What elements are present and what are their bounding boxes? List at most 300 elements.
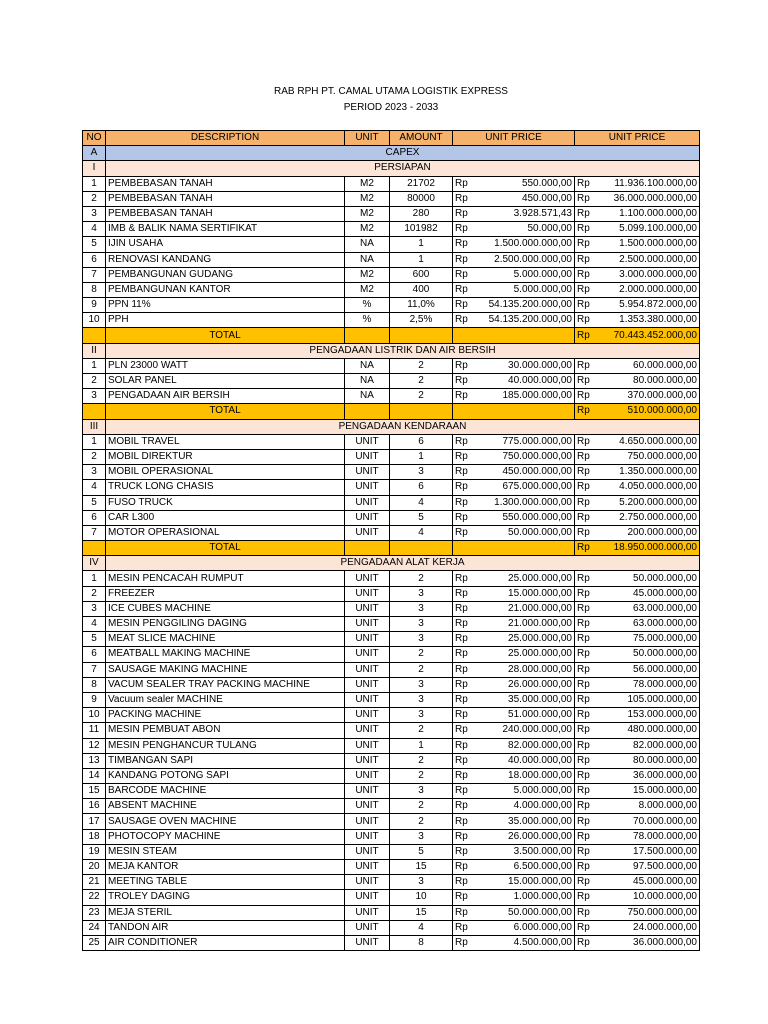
table-row — [83, 222, 700, 237]
total-currency: Rp — [575, 586, 599, 601]
unit-cell: UNIT — [345, 875, 390, 890]
unit-price-cell: 35.000.000,00 — [479, 692, 575, 707]
row-number: A — [83, 146, 106, 161]
table-row — [83, 875, 700, 890]
row-number: 25 — [83, 935, 106, 950]
item-description: TROLEY DAGING — [106, 890, 345, 905]
total-price-cell: 4.050.000.000,00 — [599, 480, 700, 495]
unit-price-cell: 1.000.000,00 — [479, 890, 575, 905]
section-row — [83, 556, 700, 571]
unit-cell: NA — [345, 374, 390, 389]
item-description: PACKING MACHINE — [106, 708, 345, 723]
item-description: ABSENT MACHINE — [106, 799, 345, 814]
unit-cell: UNIT — [345, 434, 390, 449]
total-price-cell: 200.000.000,00 — [599, 525, 700, 540]
unit-cell: UNIT — [345, 586, 390, 601]
unit-cell: M2 — [345, 176, 390, 191]
unit-price-cell: 3.500.000,00 — [479, 844, 575, 859]
unit-cell: UNIT — [345, 449, 390, 464]
col-header-no: NO — [83, 131, 106, 146]
total-price-cell: 3.000.000.000,00 — [599, 267, 700, 282]
total-currency: Rp — [575, 935, 599, 950]
price-currency: Rp — [453, 692, 479, 707]
item-description: TRUCK LONG CHASIS — [106, 480, 345, 495]
section-row — [83, 161, 700, 176]
unit-cell — [345, 541, 390, 556]
col-header-amount: AMOUNT — [390, 131, 453, 146]
total-price-cell: 1.100.000.000,00 — [599, 206, 700, 221]
table-header-row — [83, 131, 700, 146]
amount-cell: 3 — [390, 784, 453, 799]
row-number: 5 — [83, 632, 106, 647]
row-number: III — [83, 419, 106, 434]
col-header-description: DESCRIPTION — [106, 131, 345, 146]
unit-price-cell: 5.000.000,00 — [479, 282, 575, 297]
total-row — [83, 404, 700, 419]
unit-cell: UNIT — [345, 829, 390, 844]
price-currency: Rp — [453, 434, 479, 449]
price-currency: Rp — [453, 601, 479, 616]
table-row — [83, 814, 700, 829]
price-currency: Rp — [453, 935, 479, 950]
total-price-cell: 56.000.000,00 — [599, 662, 700, 677]
unit-price-cell: 26.000.000,00 — [479, 829, 575, 844]
price-currency: Rp — [453, 768, 479, 783]
section-label: PENGADAAN KENDARAAN — [106, 419, 700, 434]
total-price-cell: 1.500.000.000,00 — [599, 237, 700, 252]
total-price-cell: 78.000.000,00 — [599, 677, 700, 692]
item-description: BARCODE MACHINE — [106, 784, 345, 799]
row-number: 4 — [83, 617, 106, 632]
amount-cell: 80000 — [390, 191, 453, 206]
amount-cell: 3 — [390, 465, 453, 480]
item-description: MEJA STERIL — [106, 905, 345, 920]
row-number: 10 — [83, 708, 106, 723]
unit-cell: M2 — [345, 267, 390, 282]
section-row — [83, 419, 700, 434]
amount-cell: 3 — [390, 586, 453, 601]
price-currency: Rp — [453, 753, 479, 768]
unit-price-cell: 40.000.000,00 — [479, 374, 575, 389]
item-description: PHOTOCOPY MACHINE — [106, 829, 345, 844]
item-description: SOLAR PANEL — [106, 374, 345, 389]
item-description: IJIN USAHA — [106, 237, 345, 252]
item-description: MEAT SLICE MACHINE — [106, 632, 345, 647]
total-currency: Rp — [575, 692, 599, 707]
price-currency: Rp — [453, 176, 479, 191]
amount-cell: 101982 — [390, 222, 453, 237]
item-description: MOTOR OPERASIONAL — [106, 525, 345, 540]
row-number: 22 — [83, 890, 106, 905]
unit-cell: M2 — [345, 282, 390, 297]
table-row — [83, 677, 700, 692]
unit-price-cell — [479, 328, 575, 343]
unit-cell: NA — [345, 389, 390, 404]
table-row — [83, 738, 700, 753]
price-currency: Rp — [453, 237, 479, 252]
row-number: 18 — [83, 829, 106, 844]
total-price-cell: 17.500.000,00 — [599, 844, 700, 859]
item-description: MESIN PENCACAH RUMPUT — [106, 571, 345, 586]
price-currency: Rp — [453, 890, 479, 905]
total-currency: Rp — [575, 753, 599, 768]
unit-price-cell: 30.000.000,00 — [479, 358, 575, 373]
price-currency: Rp — [453, 920, 479, 935]
table-row — [83, 586, 700, 601]
total-label: TOTAL — [106, 404, 345, 419]
unit-price-cell: 2.500.000.000,00 — [479, 252, 575, 267]
table-row — [83, 510, 700, 525]
price-currency: Rp — [453, 844, 479, 859]
table-row — [83, 525, 700, 540]
row-number: 8 — [83, 677, 106, 692]
row-number: 11 — [83, 723, 106, 738]
total-price-cell: 45.000.000,00 — [599, 875, 700, 890]
item-description: MOBIL TRAVEL — [106, 434, 345, 449]
table-row — [83, 829, 700, 844]
total-price-cell: 2.500.000.000,00 — [599, 252, 700, 267]
price-currency: Rp — [453, 252, 479, 267]
item-description: ICE CUBES MACHINE — [106, 601, 345, 616]
unit-cell: M2 — [345, 191, 390, 206]
total-price-cell: 36.000.000,00 — [599, 935, 700, 950]
row-number — [83, 404, 106, 419]
unit-cell: UNIT — [345, 510, 390, 525]
unit-price-cell: 240.000.000,00 — [479, 723, 575, 738]
price-currency: Rp — [453, 313, 479, 328]
total-label: TOTAL — [106, 328, 345, 343]
table-row — [83, 176, 700, 191]
unit-cell: UNIT — [345, 799, 390, 814]
section-row — [83, 343, 700, 358]
amount-cell: 4 — [390, 495, 453, 510]
table-row — [83, 692, 700, 707]
unit-cell: UNIT — [345, 723, 390, 738]
table-row — [83, 374, 700, 389]
table-row — [83, 206, 700, 221]
total-price-cell: 50.000.000,00 — [599, 647, 700, 662]
total-price-cell: 36.000.000.000,00 — [599, 191, 700, 206]
total-price-cell: 82.000.000,00 — [599, 738, 700, 753]
row-number: 23 — [83, 905, 106, 920]
item-description: MEETING TABLE — [106, 875, 345, 890]
table-row — [83, 784, 700, 799]
table-row — [83, 601, 700, 616]
total-value: 70.443.452.000,00 — [599, 328, 700, 343]
amount-cell: 3 — [390, 617, 453, 632]
total-currency: Rp — [575, 237, 599, 252]
price-currency: Rp — [453, 677, 479, 692]
amount-cell: 3 — [390, 692, 453, 707]
unit-cell: UNIT — [345, 905, 390, 920]
total-currency: Rp — [575, 829, 599, 844]
total-currency: Rp — [575, 358, 599, 373]
total-currency: Rp — [575, 905, 599, 920]
unit-cell: UNIT — [345, 480, 390, 495]
table-row — [83, 252, 700, 267]
unit-price-cell — [479, 541, 575, 556]
col-header-unit-price: UNIT PRICE — [453, 131, 575, 146]
row-number: 15 — [83, 784, 106, 799]
total-currency: Rp — [575, 176, 599, 191]
row-number: 6 — [83, 252, 106, 267]
unit-cell: UNIT — [345, 784, 390, 799]
amount-cell: 3 — [390, 875, 453, 890]
total-currency: Rp — [575, 617, 599, 632]
amount-cell: 2 — [390, 799, 453, 814]
unit-price-cell: 82.000.000,00 — [479, 738, 575, 753]
amount-cell: 2 — [390, 768, 453, 783]
item-description: PLN 23000 WATT — [106, 358, 345, 373]
item-description: PPN 11% — [106, 298, 345, 313]
total-price-cell: 5.099.100.000,00 — [599, 222, 700, 237]
item-description: FUSO TRUCK — [106, 495, 345, 510]
item-description: PPH — [106, 313, 345, 328]
item-description: MEATBALL MAKING MACHINE — [106, 647, 345, 662]
price-currency: Rp — [453, 191, 479, 206]
item-description: MEJA KANTOR — [106, 860, 345, 875]
row-number: 17 — [83, 814, 106, 829]
total-price-cell: 63.000.000,00 — [599, 617, 700, 632]
total-price-cell: 75.000.000,00 — [599, 632, 700, 647]
amount-cell: 2 — [390, 389, 453, 404]
total-price-cell: 11.936.100.000,00 — [599, 176, 700, 191]
total-currency: Rp — [575, 571, 599, 586]
amount-cell: 6 — [390, 434, 453, 449]
price-currency: Rp — [453, 374, 479, 389]
total-price-cell: 78.000.000,00 — [599, 829, 700, 844]
unit-cell: UNIT — [345, 692, 390, 707]
unit-price-cell: 1.300.000.000,00 — [479, 495, 575, 510]
unit-price-cell: 21.000.000,00 — [479, 617, 575, 632]
price-currency: Rp — [453, 267, 479, 282]
unit-price-cell: 40.000.000,00 — [479, 753, 575, 768]
table-row — [83, 753, 700, 768]
item-description: PEMBEBASAN TANAH — [106, 191, 345, 206]
amount-cell: 4 — [390, 920, 453, 935]
total-currency: Rp — [575, 875, 599, 890]
item-description: TIMBANGAN SAPI — [106, 753, 345, 768]
row-number: 1 — [83, 358, 106, 373]
amount-cell: 280 — [390, 206, 453, 221]
row-number — [83, 328, 106, 343]
total-price-cell: 1.350.000.000,00 — [599, 465, 700, 480]
total-row — [83, 541, 700, 556]
unit-price-cell: 5.000.000,00 — [479, 267, 575, 282]
unit-cell: UNIT — [345, 601, 390, 616]
amount-cell: 2 — [390, 723, 453, 738]
total-price-cell: 1.353.380.000,00 — [599, 313, 700, 328]
table-row — [83, 920, 700, 935]
table-row — [83, 844, 700, 859]
amount-cell: 1 — [390, 449, 453, 464]
amount-cell: 2 — [390, 571, 453, 586]
total-price-cell: 2.750.000.000,00 — [599, 510, 700, 525]
item-description: PEMBEBASAN TANAH — [106, 206, 345, 221]
row-number: 5 — [83, 495, 106, 510]
price-currency: Rp — [453, 905, 479, 920]
price-currency: Rp — [453, 647, 479, 662]
total-price-cell: 80.000.000,00 — [599, 374, 700, 389]
item-description: Vacuum sealer MACHINE — [106, 692, 345, 707]
row-number: 12 — [83, 738, 106, 753]
row-number: 5 — [83, 237, 106, 252]
amount-cell: 3 — [390, 632, 453, 647]
row-number: 16 — [83, 799, 106, 814]
row-number: 10 — [83, 313, 106, 328]
total-price-cell: 45.000.000,00 — [599, 586, 700, 601]
amount-cell: 10 — [390, 890, 453, 905]
total-value: 510.000.000,00 — [599, 404, 700, 419]
price-currency: Rp — [453, 632, 479, 647]
total-currency: Rp — [575, 799, 599, 814]
unit-cell: M2 — [345, 206, 390, 221]
total-currency: Rp — [575, 677, 599, 692]
unit-price-cell: 50.000.000,00 — [479, 905, 575, 920]
total-currency: Rp — [575, 495, 599, 510]
total-currency: Rp — [575, 510, 599, 525]
amount-cell: 3 — [390, 677, 453, 692]
unit-cell: UNIT — [345, 677, 390, 692]
unit-price-cell: 450.000,00 — [479, 191, 575, 206]
total-price-cell: 70.000.000,00 — [599, 814, 700, 829]
table-row — [83, 267, 700, 282]
item-description: MESIN PEMBUAT ABON — [106, 723, 345, 738]
budget-table — [82, 130, 700, 951]
total-price-cell: 370.000.000,00 — [599, 389, 700, 404]
amount-cell: 400 — [390, 282, 453, 297]
price-currency: Rp — [453, 389, 479, 404]
amount-cell: 1 — [390, 738, 453, 753]
row-number: 3 — [83, 389, 106, 404]
row-number: 1 — [83, 571, 106, 586]
row-number: 9 — [83, 298, 106, 313]
price-currency: Rp — [453, 298, 479, 313]
row-number: 20 — [83, 860, 106, 875]
row-number: 1 — [83, 434, 106, 449]
price-currency: Rp — [453, 799, 479, 814]
unit-cell — [345, 404, 390, 419]
amount-cell: 21702 — [390, 176, 453, 191]
price-currency: Rp — [453, 510, 479, 525]
unit-cell: % — [345, 298, 390, 313]
total-price-cell: 10.000.000,00 — [599, 890, 700, 905]
price-currency: Rp — [453, 525, 479, 540]
table-row — [83, 449, 700, 464]
unit-price-cell: 5.000.000,00 — [479, 784, 575, 799]
price-currency — [453, 404, 479, 419]
table-row — [83, 647, 700, 662]
unit-price-cell: 25.000.000,00 — [479, 632, 575, 647]
total-price-cell: 50.000.000,00 — [599, 571, 700, 586]
unit-price-cell: 3.928.571,43 — [479, 206, 575, 221]
item-description: MESIN PENGGILING DAGING — [106, 617, 345, 632]
unit-price-cell: 6.000.000,00 — [479, 920, 575, 935]
row-number: 4 — [83, 222, 106, 237]
unit-cell: NA — [345, 252, 390, 267]
amount-cell — [390, 404, 453, 419]
total-currency: Rp — [575, 814, 599, 829]
item-description: SAUSAGE OVEN MACHINE — [106, 814, 345, 829]
row-number: 1 — [83, 176, 106, 191]
table-row — [83, 799, 700, 814]
unit-price-cell: 25.000.000,00 — [479, 647, 575, 662]
item-description: CAR L300 — [106, 510, 345, 525]
total-currency: Rp — [575, 374, 599, 389]
row-number: II — [83, 343, 106, 358]
total-currency: Rp — [575, 525, 599, 540]
table-row — [83, 905, 700, 920]
row-number: 19 — [83, 844, 106, 859]
item-description: RENOVASI KANDANG — [106, 252, 345, 267]
group-row — [83, 146, 700, 161]
item-description: PEMBEBASAN TANAH — [106, 176, 345, 191]
section-label: CAPEX — [106, 146, 700, 161]
amount-cell: 2,5% — [390, 313, 453, 328]
table-row — [83, 768, 700, 783]
unit-cell: UNIT — [345, 495, 390, 510]
unit-cell: UNIT — [345, 617, 390, 632]
unit-cell: UNIT — [345, 465, 390, 480]
row-number: 7 — [83, 662, 106, 677]
unit-cell: UNIT — [345, 632, 390, 647]
total-price-cell: 480.000.000,00 — [599, 723, 700, 738]
price-currency: Rp — [453, 495, 479, 510]
table-row — [83, 191, 700, 206]
unit-price-cell: 50.000.000,00 — [479, 525, 575, 540]
total-currency: Rp — [575, 890, 599, 905]
price-currency: Rp — [453, 586, 479, 601]
amount-cell: 11,0% — [390, 298, 453, 313]
table-row — [83, 708, 700, 723]
unit-price-cell: 28.000.000,00 — [479, 662, 575, 677]
row-number: 7 — [83, 267, 106, 282]
unit-price-cell: 54.135.200.000,00 — [479, 313, 575, 328]
price-currency: Rp — [453, 282, 479, 297]
amount-cell: 3 — [390, 601, 453, 616]
total-price-cell: 60.000.000,00 — [599, 358, 700, 373]
row-number: 3 — [83, 601, 106, 616]
total-currency: Rp — [575, 601, 599, 616]
item-description: MOBIL OPERASIONAL — [106, 465, 345, 480]
row-number: 2 — [83, 374, 106, 389]
amount-cell: 2 — [390, 358, 453, 373]
col-header-total-price: UNIT PRICE — [575, 131, 700, 146]
price-currency: Rp — [453, 206, 479, 221]
amount-cell: 8 — [390, 935, 453, 950]
total-currency: Rp — [575, 662, 599, 677]
section-label: PENGADAAN ALAT KERJA — [106, 556, 700, 571]
unit-price-cell: 775.000.000,00 — [479, 434, 575, 449]
total-currency: Rp — [575, 449, 599, 464]
table-row — [83, 298, 700, 313]
price-currency: Rp — [453, 358, 479, 373]
unit-price-cell: 4.000.000,00 — [479, 799, 575, 814]
total-currency: Rp — [575, 480, 599, 495]
total-currency: Rp — [575, 389, 599, 404]
row-number: 7 — [83, 525, 106, 540]
row-number: 2 — [83, 191, 106, 206]
unit-cell: UNIT — [345, 571, 390, 586]
amount-cell: 3 — [390, 829, 453, 844]
price-currency: Rp — [453, 784, 479, 799]
unit-price-cell: 15.000.000,00 — [479, 875, 575, 890]
unit-cell: UNIT — [345, 860, 390, 875]
price-currency: Rp — [453, 814, 479, 829]
row-number: IV — [83, 556, 106, 571]
price-currency: Rp — [453, 480, 479, 495]
total-currency: Rp — [575, 723, 599, 738]
